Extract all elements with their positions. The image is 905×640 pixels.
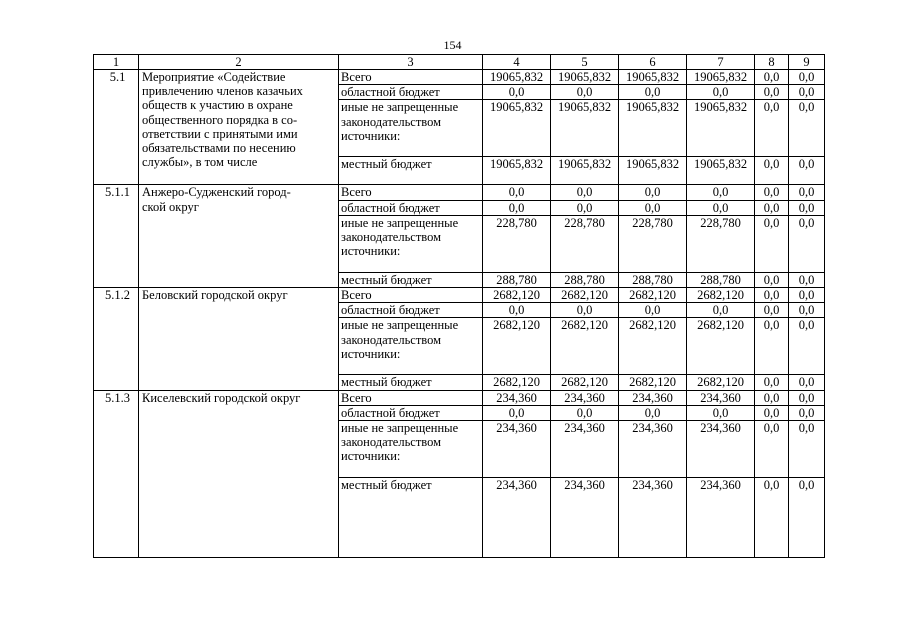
amount-cell: 0,0: [789, 318, 825, 375]
table-row: [94, 288, 825, 303]
table-row: [94, 70, 825, 85]
amount-cell: 0,0: [619, 200, 687, 215]
amount-cell: 0,0: [619, 85, 687, 100]
amount-cell: 0,0: [619, 185, 687, 200]
amount-cell: 2682,120: [483, 375, 551, 390]
amount-cell: 19065,832: [619, 70, 687, 85]
section-name: [139, 70, 339, 185]
amount-cell: 0,0: [551, 200, 619, 215]
funding-source: Всего: [339, 390, 483, 405]
amount-cell: 0,0: [755, 288, 789, 303]
amount-cell: 2682,120: [687, 375, 755, 390]
section-name-line: Мероприятие «Содействие: [142, 70, 286, 84]
amount-cell: 2682,120: [551, 375, 619, 390]
table-row: [94, 185, 825, 200]
amount-cell: 0,0: [755, 100, 789, 157]
amount-cell: 0,0: [755, 215, 789, 272]
section-name: [139, 288, 339, 391]
amount-cell: 2682,120: [687, 288, 755, 303]
section-name-line: Беловский городской округ: [142, 288, 288, 303]
amount-cell: 0,0: [755, 85, 789, 100]
amount-cell: 228,780: [687, 215, 755, 272]
amount-cell: 0,0: [789, 303, 825, 318]
amount-cell: 0,0: [789, 478, 825, 558]
amount-cell: 0,0: [687, 200, 755, 215]
funding-source: иные не запрещенные законодательством источники:: [339, 421, 483, 478]
funding-source: областной бюджет: [339, 200, 483, 215]
amount-cell: 0,0: [483, 303, 551, 318]
amount-cell: 0,0: [755, 421, 789, 478]
section-name-line: службы», в том числе: [142, 155, 258, 170]
amount-cell: 288,780: [619, 272, 687, 287]
funding-source: областной бюджет: [339, 303, 483, 318]
funding-source: областной бюджет: [339, 405, 483, 420]
amount-cell: 2682,120: [619, 288, 687, 303]
amount-cell: 19065,832: [483, 157, 551, 185]
amount-cell: 0,0: [789, 215, 825, 272]
amount-cell: 19065,832: [687, 157, 755, 185]
section-name-line: общественного порядка в со-: [142, 112, 298, 127]
amount-cell: 0,0: [755, 390, 789, 405]
amount-cell: 0,0: [687, 405, 755, 420]
amount-cell: 288,780: [687, 272, 755, 287]
amount-cell: 0,0: [755, 70, 789, 85]
section-code: 5.1: [94, 70, 139, 185]
amount-cell: 234,360: [551, 421, 619, 478]
amount-cell: 0,0: [483, 85, 551, 100]
column-header: 1: [94, 55, 139, 70]
section-name-line: обществ к участию в охране: [142, 98, 293, 113]
section-name-line: обязательствами по несению: [142, 141, 296, 156]
amount-cell: 19065,832: [551, 100, 619, 157]
amount-cell: 0,0: [789, 185, 825, 200]
amount-cell: 19065,832: [619, 100, 687, 157]
amount-cell: 234,360: [619, 390, 687, 405]
amount-cell: 0,0: [551, 185, 619, 200]
amount-cell: 0,0: [687, 85, 755, 100]
amount-cell: 0,0: [755, 272, 789, 287]
funding-source: местный бюджет: [339, 478, 483, 558]
amount-cell: 0,0: [619, 303, 687, 318]
amount-cell: 0,0: [789, 272, 825, 287]
amount-cell: 0,0: [755, 157, 789, 185]
amount-cell: 234,360: [619, 478, 687, 558]
amount-cell: 0,0: [755, 303, 789, 318]
amount-cell: 234,360: [687, 478, 755, 558]
funding-source: местный бюджет: [339, 272, 483, 287]
section-name-line: ской округ: [142, 199, 199, 214]
amount-cell: 0,0: [789, 421, 825, 478]
column-header: 4: [483, 55, 551, 70]
amount-cell: 0,0: [755, 318, 789, 375]
amount-cell: 234,360: [551, 478, 619, 558]
amount-cell: 234,360: [483, 390, 551, 405]
amount-cell: 19065,832: [483, 70, 551, 85]
funding-source: иные не запрещенные законодательством источники:: [339, 318, 483, 375]
amount-cell: 0,0: [789, 288, 825, 303]
amount-cell: 2682,120: [483, 288, 551, 303]
amount-cell: 19065,832: [619, 157, 687, 185]
amount-cell: 0,0: [755, 405, 789, 420]
table-row: [94, 390, 825, 405]
budget-table: [93, 54, 825, 558]
amount-cell: 2682,120: [483, 318, 551, 375]
amount-cell: 19065,832: [687, 100, 755, 157]
amount-cell: 2682,120: [619, 318, 687, 375]
column-header: 7: [687, 55, 755, 70]
amount-cell: 0,0: [789, 85, 825, 100]
funding-source: иные не запрещенные законодательством источники:: [339, 215, 483, 272]
amount-cell: 0,0: [687, 185, 755, 200]
amount-cell: 0,0: [687, 303, 755, 318]
funding-source: Всего: [339, 288, 483, 303]
amount-cell: 0,0: [789, 200, 825, 215]
amount-cell: 0,0: [789, 405, 825, 420]
amount-cell: 19065,832: [483, 100, 551, 157]
section-name: [139, 390, 339, 557]
section-name-line: Анжеро-Судженский город-: [142, 185, 291, 200]
amount-cell: 19065,832: [551, 157, 619, 185]
header-row: [94, 55, 825, 70]
section-name-line: ответствии с принятыми ими: [142, 126, 298, 141]
amount-cell: 0,0: [755, 185, 789, 200]
amount-cell: 0,0: [789, 390, 825, 405]
funding-source: Всего: [339, 185, 483, 200]
amount-cell: 228,780: [551, 215, 619, 272]
column-header: 8: [755, 55, 789, 70]
amount-cell: 288,780: [551, 272, 619, 287]
funding-source: иные не запрещенные законодательством источники:: [339, 100, 483, 157]
column-header: 2: [139, 55, 339, 70]
amount-cell: 0,0: [483, 200, 551, 215]
amount-cell: 234,360: [619, 421, 687, 478]
amount-cell: 0,0: [619, 405, 687, 420]
amount-cell: 288,780: [483, 272, 551, 287]
amount-cell: 19065,832: [551, 70, 619, 85]
amount-cell: 0,0: [789, 157, 825, 185]
amount-cell: 2682,120: [551, 318, 619, 375]
amount-cell: 0,0: [551, 85, 619, 100]
column-header: 9: [789, 55, 825, 70]
column-header: 3: [339, 55, 483, 70]
section-code: 5.1.3: [94, 390, 139, 557]
amount-cell: 0,0: [755, 375, 789, 390]
section-name-line: Киселевский городской округ: [142, 390, 301, 405]
amount-cell: 0,0: [483, 185, 551, 200]
column-header: 5: [551, 55, 619, 70]
amount-cell: 19065,832: [687, 70, 755, 85]
amount-cell: 234,360: [483, 478, 551, 558]
amount-cell: 0,0: [483, 405, 551, 420]
amount-cell: 0,0: [789, 100, 825, 157]
amount-cell: 0,0: [755, 478, 789, 558]
funding-source: местный бюджет: [339, 375, 483, 390]
amount-cell: 0,0: [789, 375, 825, 390]
column-header: 6: [619, 55, 687, 70]
section-name: [139, 185, 339, 288]
amount-cell: 234,360: [483, 421, 551, 478]
funding-source: Всего: [339, 70, 483, 85]
amount-cell: 234,360: [551, 390, 619, 405]
amount-cell: 228,780: [619, 215, 687, 272]
amount-cell: 0,0: [551, 405, 619, 420]
amount-cell: 2682,120: [551, 288, 619, 303]
page-number: 154: [443, 38, 462, 52]
amount-cell: 0,0: [789, 70, 825, 85]
section-code: 5.1.2: [94, 288, 139, 391]
amount-cell: 228,780: [483, 215, 551, 272]
section-code: 5.1.1: [94, 185, 139, 288]
amount-cell: 234,360: [687, 390, 755, 405]
amount-cell: 2682,120: [687, 318, 755, 375]
section-name-line: привлечению членов казачьих: [142, 84, 303, 99]
table-body: [94, 55, 825, 558]
amount-cell: 0,0: [755, 200, 789, 215]
amount-cell: 0,0: [551, 303, 619, 318]
amount-cell: 2682,120: [619, 375, 687, 390]
funding-source: областной бюджет: [339, 85, 483, 100]
funding-source: местный бюджет: [339, 157, 483, 185]
amount-cell: 234,360: [687, 421, 755, 478]
